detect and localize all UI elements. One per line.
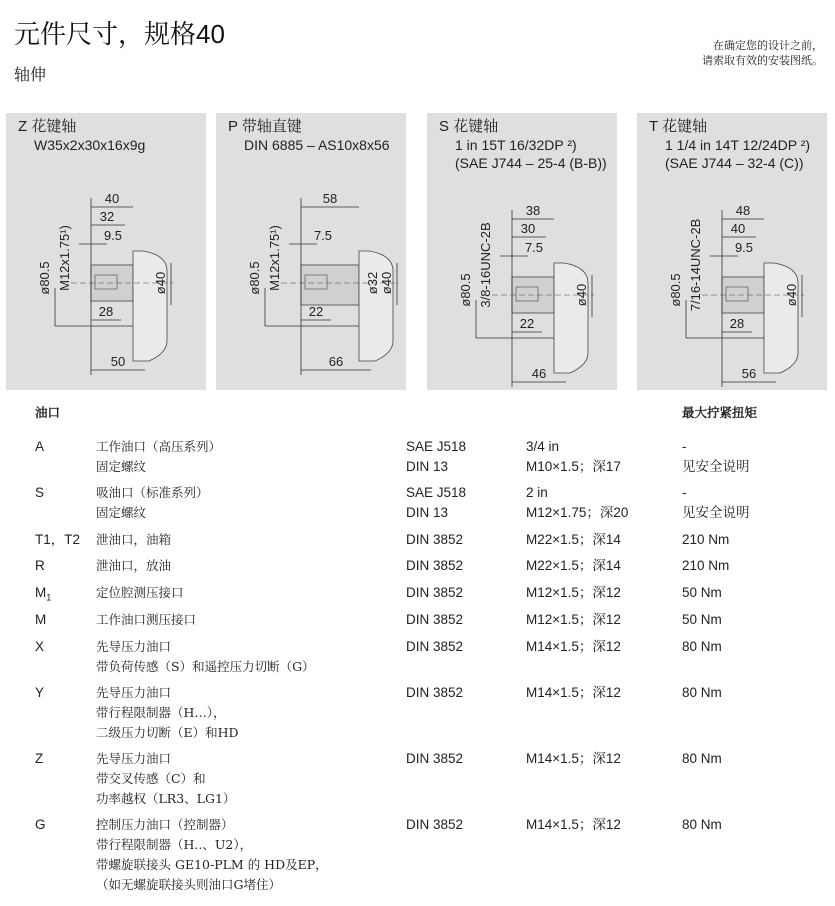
table-cell-std: DIN 3852 bbox=[406, 532, 464, 547]
table-cell-std: DIN 3852 bbox=[406, 751, 464, 766]
shaft-body bbox=[301, 265, 359, 305]
panel-heading bbox=[228, 118, 390, 154]
panel-heading bbox=[18, 118, 145, 154]
table-cell-desc: 先导压力油口 bbox=[96, 639, 172, 654]
dimension-label: 9.5 bbox=[103, 228, 123, 243]
table-cell-torque: 见安全说明 bbox=[682, 459, 750, 474]
table-cell-std: DIN 13 bbox=[406, 505, 449, 520]
table-cell-thread: M10×1.5；深17 bbox=[526, 459, 621, 474]
table-row-port: S bbox=[35, 485, 45, 500]
note-line: 在确定您的设计之前， bbox=[713, 39, 823, 52]
dimension-label: 40 bbox=[104, 191, 120, 206]
section-subtitle: 轴伸 bbox=[14, 67, 47, 84]
dimension-label: 3/8-16UNC-2B bbox=[478, 222, 493, 308]
shaft-spec: (SAE J744 – 25-4 (B-B)) bbox=[455, 155, 607, 171]
table-row-port: R bbox=[35, 558, 45, 573]
table-cell-desc: 泄油口，放油 bbox=[96, 558, 172, 573]
header-ports: 油口 bbox=[35, 405, 61, 420]
shaft-panel-t bbox=[637, 113, 827, 390]
panel-heading bbox=[439, 118, 607, 172]
table-cell-desc: 吸油口（标准系列） bbox=[96, 485, 209, 500]
table-cell-thread: M12×1.75；深20 bbox=[526, 505, 629, 520]
table-cell-desc: 控制压力油口（控制器） bbox=[96, 817, 234, 832]
dimension-label: M12x1.75¹) bbox=[57, 225, 72, 291]
table-cell-torque: 80 Nm bbox=[682, 817, 722, 832]
shaft-name: 花键轴 bbox=[662, 118, 708, 135]
dimension-label: ø40 bbox=[784, 283, 799, 307]
table-cell-thread: M14×1.5；深12 bbox=[526, 751, 621, 766]
table-cell-torque: - bbox=[682, 485, 687, 500]
table-cell-thread: M12×1.5；深12 bbox=[526, 585, 621, 600]
table-cell-desc: （如无螺旋联接头则油口G堵住） bbox=[96, 877, 281, 892]
table-cell-desc: 带交叉传感（C）和 bbox=[96, 771, 206, 786]
table-row-port: $M_1$ bbox=[35, 585, 52, 603]
table-cell-desc: 泄油口，油箱 bbox=[96, 532, 172, 547]
dimension-label: 56 bbox=[741, 366, 757, 381]
page-title: 元件尺寸，规格40 bbox=[14, 19, 225, 49]
dimension-label: 28 bbox=[98, 304, 114, 319]
dimension-label: 38 bbox=[525, 203, 541, 218]
shaft-spec: 1 in 15T 16/32DP ²) bbox=[455, 137, 577, 153]
shaft-panel-z bbox=[6, 113, 206, 390]
table-cell-desc: 定位腔测压接口 bbox=[96, 585, 184, 600]
header-torque: 最大拧紧扭矩 bbox=[682, 405, 758, 420]
dimension-label: ø40 bbox=[153, 271, 168, 295]
table-cell-std: DIN 3852 bbox=[406, 639, 464, 654]
shaft-drawing bbox=[6, 113, 206, 390]
dimension-label: ø80.5 bbox=[458, 273, 473, 307]
table-cell-std: SAE J518 bbox=[406, 485, 467, 500]
dimension-label: 30 bbox=[520, 221, 536, 236]
table-cell-desc: 二级压力切断（E）和HD bbox=[96, 725, 239, 740]
dimension-label: 50 bbox=[110, 354, 126, 369]
table-row-port: Y bbox=[35, 685, 45, 700]
table-row-port: G bbox=[35, 817, 46, 832]
table-cell-desc: 带行程限制器（H…）， bbox=[96, 705, 226, 720]
dimension-label: M12x1.75¹) bbox=[267, 225, 282, 291]
shaft-drawing bbox=[216, 113, 406, 390]
table-cell-torque: 210 Nm bbox=[682, 532, 730, 547]
dimension-label: 66 bbox=[328, 354, 344, 369]
table-cell-thread: M22×1.5；深14 bbox=[526, 558, 621, 573]
table-cell-thread: M14×1.5；深12 bbox=[526, 817, 621, 832]
panel-heading bbox=[649, 118, 810, 172]
table-cell-desc: 工作油口（高压系列） bbox=[96, 439, 222, 454]
dimension-label: ø40 bbox=[379, 271, 394, 295]
dimension-label: 28 bbox=[729, 316, 745, 331]
table-cell-std: DIN 3852 bbox=[406, 685, 464, 700]
table-cell-std: DIN 13 bbox=[406, 459, 449, 474]
dimension-label: 32 bbox=[99, 209, 115, 224]
table-cell-thread: M14×1.5；深12 bbox=[526, 685, 621, 700]
table-row-port: Z bbox=[35, 751, 44, 766]
shaft-panel-s bbox=[427, 113, 617, 390]
design-note bbox=[702, 38, 823, 68]
table-cell-desc: 固定螺纹 bbox=[96, 505, 147, 520]
dimension-label: ø80.5 bbox=[668, 273, 683, 307]
shaft-spec: 1 1/4 in 14T 12/24DP ²) bbox=[665, 137, 811, 153]
dimension-label: ø40 bbox=[574, 283, 589, 307]
shaft-panel-p bbox=[216, 113, 406, 390]
table-cell-torque: 50 Nm bbox=[682, 585, 722, 600]
shaft-code: S bbox=[439, 118, 450, 135]
dimension-label: 46 bbox=[531, 366, 547, 381]
table-cell-thread: 3/4 in bbox=[526, 439, 560, 454]
flange bbox=[554, 263, 588, 373]
dimension-label: 22 bbox=[308, 304, 324, 319]
table-row-port: T1，T2 bbox=[35, 532, 81, 547]
table-cell-std: DIN 3852 bbox=[406, 612, 464, 627]
table-cell-desc: 带负荷传感（S）和遥控压力切断（G） bbox=[96, 659, 315, 674]
dimension-label: 40 bbox=[730, 221, 746, 236]
table-cell-std: DIN 3852 bbox=[406, 558, 464, 573]
table-cell-torque: 80 Nm bbox=[682, 751, 722, 766]
dimension-label: 7/16-14UNC-2B bbox=[688, 218, 703, 312]
shaft-code: Z bbox=[18, 118, 28, 135]
table-row-port: A bbox=[35, 439, 45, 454]
dimension-label: 48 bbox=[735, 203, 751, 218]
shaft-name: 花键轴 bbox=[31, 118, 77, 135]
table-cell-desc: 带行程限制器（H..、U2）， bbox=[96, 837, 253, 852]
table-cell-desc: 工作油口测压接口 bbox=[96, 612, 197, 627]
flange bbox=[133, 251, 167, 361]
dimension-label: 9.5 bbox=[734, 240, 754, 255]
table-row-port: X bbox=[35, 639, 45, 654]
table-cell-thread: M14×1.5；深12 bbox=[526, 639, 621, 654]
shaft-spec: DIN 6885 – AS10x8x56 bbox=[244, 137, 390, 153]
dimension-label: 22 bbox=[519, 316, 535, 331]
table-cell-torque: 50 Nm bbox=[682, 612, 722, 627]
table-row-port: M bbox=[35, 612, 47, 627]
shaft-code: P bbox=[228, 118, 238, 135]
table-cell-std: SAE J518 bbox=[406, 439, 467, 454]
shaft-spec: W35x2x30x16x9g bbox=[34, 137, 146, 153]
dimension-label: 7.5 bbox=[313, 228, 333, 243]
shaft-spec: (SAE J744 – 32-4 (C)) bbox=[665, 155, 804, 171]
flange bbox=[764, 263, 798, 373]
shaft-name: 花键轴 bbox=[453, 118, 499, 135]
table-cell-thread: M22×1.5；深14 bbox=[526, 532, 621, 547]
shaft-code: T bbox=[649, 118, 658, 135]
note-line: 请索取有效的安装图纸。 bbox=[702, 54, 823, 67]
table-cell-thread: 2 in bbox=[526, 485, 548, 500]
table-cell-desc: 功率越权（LR3、LG1） bbox=[96, 791, 236, 806]
table-cell-desc: 先导压力油口 bbox=[96, 751, 172, 766]
table-cell-std: DIN 3852 bbox=[406, 817, 464, 832]
table-cell-torque: 80 Nm bbox=[682, 685, 722, 700]
table-cell-desc: 先导压力油口 bbox=[96, 685, 172, 700]
dimension-label: 58 bbox=[322, 191, 338, 206]
dimension-label: ø80.5 bbox=[247, 261, 262, 295]
flange bbox=[359, 251, 393, 361]
dimension-label: 7.5 bbox=[524, 240, 544, 255]
table-cell-thread: M12×1.5；深12 bbox=[526, 612, 621, 627]
dimension-label: ø32 bbox=[365, 271, 380, 295]
table-cell-std: DIN 3852 bbox=[406, 585, 464, 600]
table-cell-torque: 210 Nm bbox=[682, 558, 730, 573]
table-cell-desc: 带螺旋联接头 GE10-PLM 的 HD及EP， bbox=[96, 857, 328, 872]
shaft-name: 带轴直键 bbox=[241, 118, 302, 135]
table-cell-torque: 80 Nm bbox=[682, 639, 722, 654]
dimension-label: ø80.5 bbox=[37, 261, 52, 295]
table-cell-torque: - bbox=[682, 439, 687, 454]
table-cell-torque: 见安全说明 bbox=[682, 505, 750, 520]
table-cell-desc: 固定螺纹 bbox=[96, 459, 147, 474]
